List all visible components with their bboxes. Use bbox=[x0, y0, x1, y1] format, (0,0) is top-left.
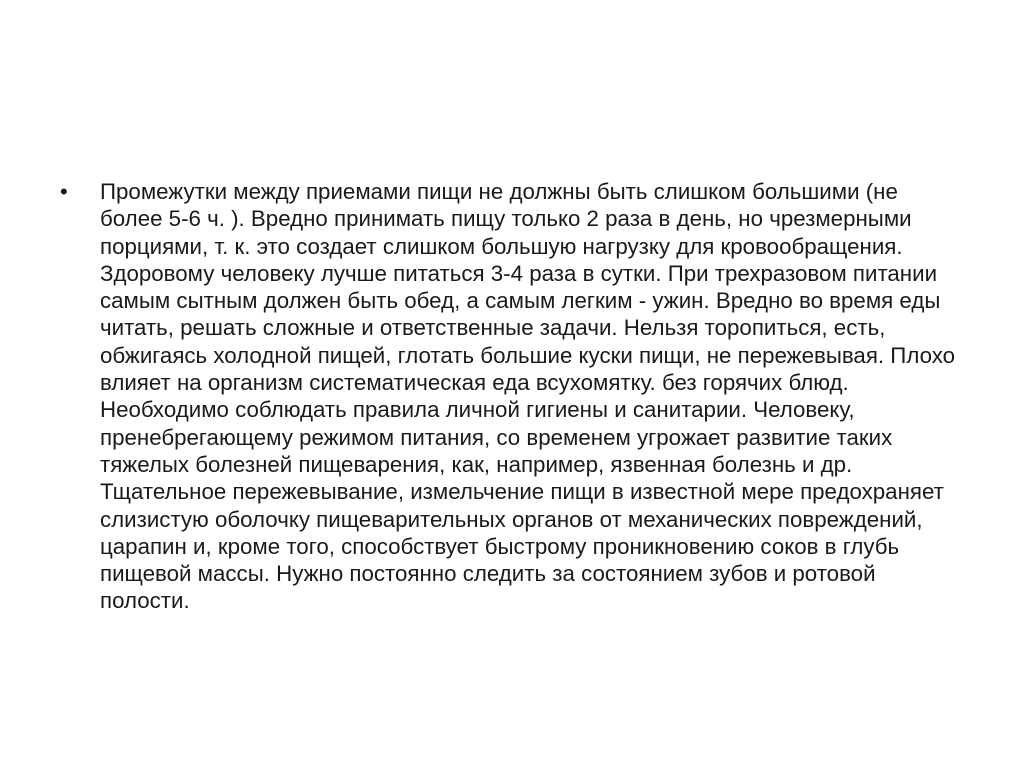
bullet-item bbox=[60, 178, 980, 615]
bullet-icon: • bbox=[60, 179, 68, 204]
slide-paragraph: Промежутки между приемами пищи не должны быть слишком большими (не более 5-6 ч. ). Вредно принимать пищу только 2 раза в день, но чрезмерными порциями, т. к. это создает слишком большую нагрузку для кровообращения. Здоровому человеку лучше питаться 3-4 раза в сутки. При трехразовом питании самым сытным должен быть обед, а самым легким - ужин. Вредно во время еды читать, решать сложные и ответственные задачи. Нельзя торопиться, есть, обжигаясь холодной пищей, глотать большие куски пищи, не пережевывая. Плохо влияет на организм систематическая еда всухомятку. без горячих блюд. Необходимо соблюдать правила личной гигиены и санитарии. Человеку, пренебрегающему режимом питания, со временем угрожает развитие таких тяжелых болезней пищеварения, как, например, язвенная болезнь и др. Тщательное пережевывание, измельчение пищи в известной мере предохраняет слизистую оболочку пищеварительных органов от механических повреждений, царапин и, кроме того, способствует быстрому проникновению соков в глубь пищевой массы. Нужно постоянно следить за состоянием зубов и ротовой полости. bbox=[100, 179, 956, 614]
bullet-list bbox=[60, 178, 980, 615]
